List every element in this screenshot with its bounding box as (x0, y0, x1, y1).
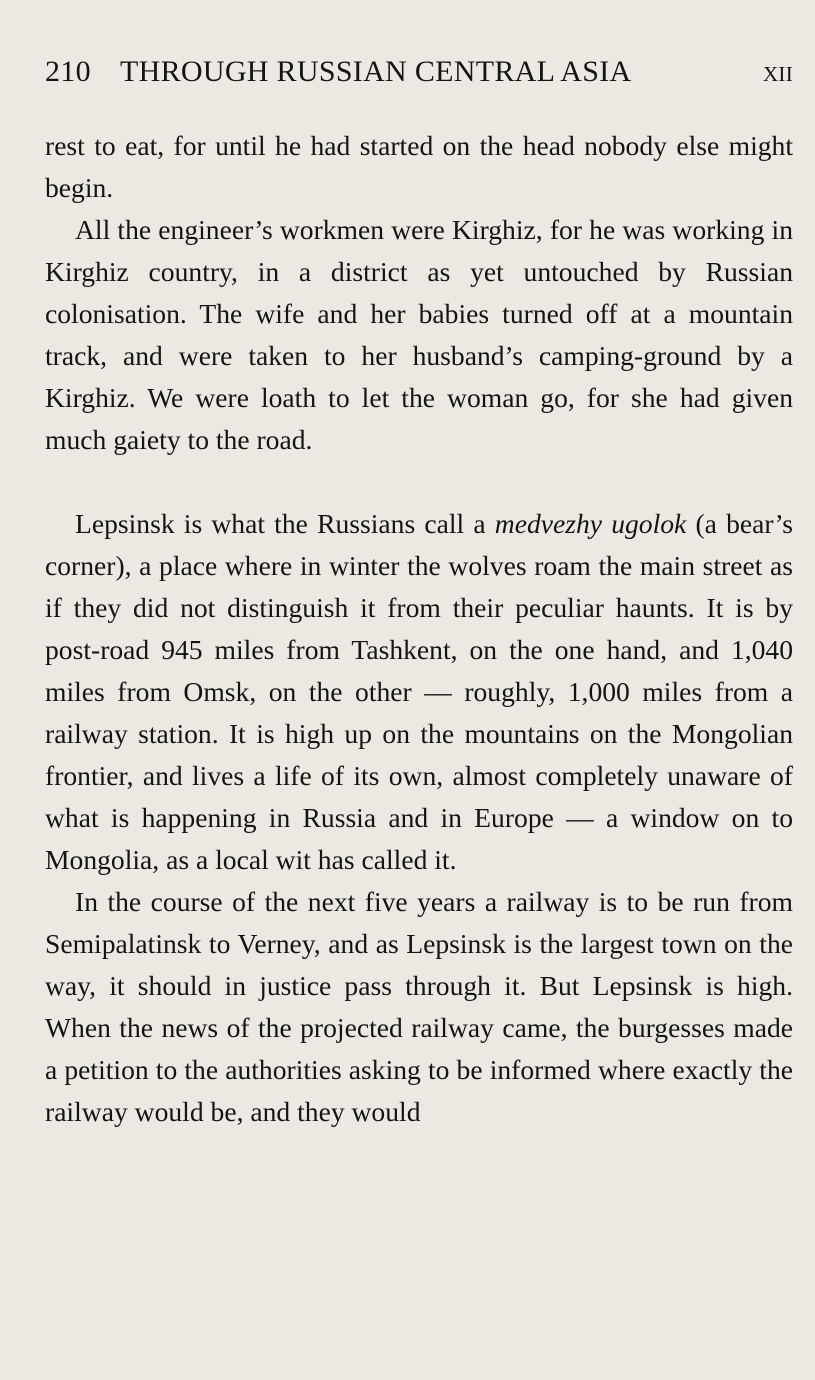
paragraph-railway: In the course of the next five years a railway is to be run from Semipalatinsk to Verney, and as Lepsinsk is the largest town on the way, it should in justice pass through it. But Lepsinsk is high. When the news of the projected railway came, the burgesses made a petition to the authorities asking to be informed where exactly the railway would be, and they would (45, 886, 793, 1127)
paragraph-lepsinsk-italic-term: medvezhy ugolok (494, 508, 687, 539)
paragraph-lepsinsk-lead: Lepsinsk is what the Russians call a (75, 508, 495, 539)
page-number: 210 (45, 55, 91, 88)
running-title: THROUGH RUSSIAN CENTRAL ASIA (120, 55, 632, 88)
section-break (45, 461, 793, 503)
paragraph-lepsinsk-rest: (a bear’s corner), a place where in winter the wolves roam the main street as if they did not distinguish it from their peculiar haunts. It is by post-road 945 miles from Tashkent, on the one hand, and 1,040 miles from Omsk, on the other — roughly, 1,000 miles from a railway station. It is high up on the mountains on the Mongolian frontier, and lives a life of its own, almost completely unaware of what is happening in Russia and in Europe — a window on to Mongolia, as a local wit has called it. (45, 508, 793, 875)
paragraph-lepsinsk (45, 503, 793, 881)
paragraph-continuation: rest to eat, for until he had started on the head nobody else might begin. (45, 130, 793, 203)
book-page (45, 55, 793, 1133)
paragraph-workmen: All the engineer’s workmen were Kirghiz, for he was working in Kirghiz country, in a district as yet untouched by Russian colonisation. The wife and her babies turned off at a mountain track, and were taken to her husband’s camping-ground by a Kirghiz. We were loath to let the woman go, for she had given much gaiety to the road. (45, 214, 793, 455)
body-text (45, 125, 793, 1133)
running-head (45, 55, 793, 99)
chapter-number: xii (762, 55, 793, 88)
